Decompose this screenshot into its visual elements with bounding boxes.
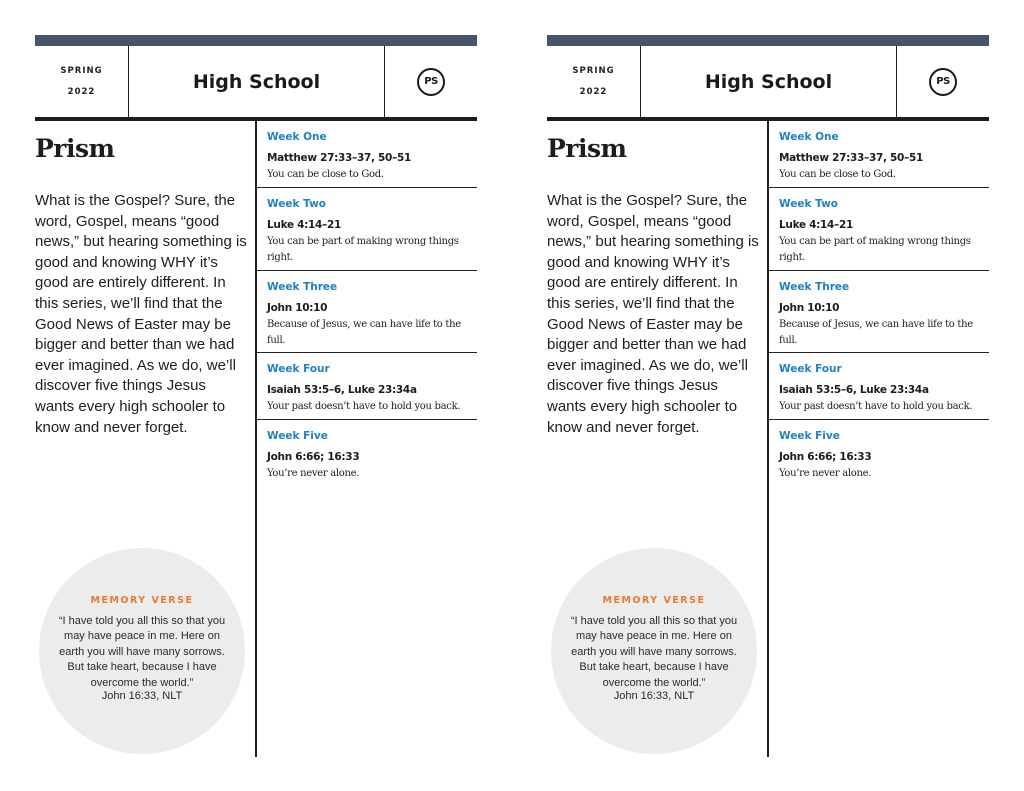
week-item <box>768 420 989 482</box>
program-title: High School <box>641 46 897 117</box>
week-item <box>768 271 989 353</box>
week-label: Week Three <box>267 281 338 293</box>
week-label: Week Two <box>267 198 327 210</box>
week-bottom-line: You’re never alone. <box>267 468 360 479</box>
season-label: SPRING <box>60 65 103 76</box>
series-card-left <box>35 35 477 757</box>
weeks-list <box>256 121 477 482</box>
season-cell <box>547 46 641 117</box>
series-card-right <box>547 35 989 757</box>
week-bottom-line: You can be close to God. <box>267 169 384 180</box>
week-scripture: Matthew 27:33–37, 50–51 <box>779 152 924 164</box>
logo-cell <box>385 46 477 117</box>
memory-verse-reference: John 16:33, NLT <box>613 690 695 702</box>
week-bottom-line: Your past doesn’t have to hold you back. <box>267 401 461 412</box>
week-bottom-line: Because of Jesus, we can have life to the full. <box>267 319 461 346</box>
week-scripture: Luke 4:14–21 <box>779 219 854 231</box>
series-title: Prism <box>35 134 115 163</box>
week-item <box>256 420 477 482</box>
week-scripture: Matthew 27:33–37, 50–51 <box>267 152 412 164</box>
season-cell <box>35 46 129 117</box>
card-header <box>35 46 477 121</box>
week-scripture: Luke 4:14–21 <box>267 219 342 231</box>
week-scripture: John 6:66; 16:33 <box>779 451 872 463</box>
memory-verse-circle <box>39 548 245 754</box>
week-scripture: Isaiah 53:5–6, Luke 23:34a <box>779 384 929 396</box>
week-bottom-line: You can be part of making wrong things right. <box>779 236 971 263</box>
program-title: High School <box>129 46 385 117</box>
ps-logo-icon: PS <box>417 68 445 96</box>
week-bottom-line: Your past doesn’t have to hold you back. <box>779 401 973 412</box>
week-bottom-line: Because of Jesus, we can have life to the full. <box>779 319 973 346</box>
top-accent-bar <box>547 35 989 46</box>
memory-verse-text: “I have told you all this so that you may have peace in me. Here on earth you will have many sorrows. But take heart, because I have overcome the world.” <box>58 615 226 689</box>
memory-verse-text: “I have told you all this so that you may have peace in me. Here on earth you will have many sorrows. But take heart, because I have overcome the world.” <box>570 615 738 689</box>
week-label: Week Two <box>779 198 839 210</box>
series-title: Prism <box>547 134 627 163</box>
week-bottom-line: You can be close to God. <box>779 169 896 180</box>
top-accent-bar <box>35 35 477 46</box>
week-item <box>256 188 477 271</box>
season-label: SPRING <box>572 65 615 76</box>
memory-verse-reference: John 16:33, NLT <box>101 690 183 702</box>
week-scripture: John 10:10 <box>267 302 328 314</box>
week-label: Week Five <box>779 430 840 442</box>
week-bottom-line: You can be part of making wrong things right. <box>267 236 459 263</box>
season-year: 2022 <box>67 86 96 97</box>
memory-verse-label: MEMORY VERSE <box>90 595 194 606</box>
week-item <box>768 353 989 420</box>
week-scripture: Isaiah 53:5–6, Luke 23:34a <box>267 384 417 396</box>
series-description: What is the Gospel? Sure, the word, Gospel, means “good news,” but hearing something is good and knowing WHY it’s good are entirely different. In this series, we’ll find that the Good News of Easter may be bigger and better than we had ever imagined. As we do, we’ll discover five things Jesus wants every high schooler to know and never forget. <box>35 192 247 436</box>
week-label: Week One <box>267 131 327 143</box>
week-label: Week Four <box>267 363 330 375</box>
memory-verse-label: MEMORY VERSE <box>602 595 706 606</box>
week-item <box>256 271 477 353</box>
week-label: Week Four <box>779 363 842 375</box>
week-label: Week Five <box>267 430 328 442</box>
weeks-list <box>768 121 989 482</box>
week-item <box>768 188 989 271</box>
season-year: 2022 <box>579 86 608 97</box>
week-label: Week Three <box>779 281 850 293</box>
week-item <box>768 121 989 188</box>
ps-logo-icon: PS <box>929 68 957 96</box>
week-scripture: John 6:66; 16:33 <box>267 451 360 463</box>
logo-cell <box>897 46 989 117</box>
week-label: Week One <box>779 131 839 143</box>
week-item <box>256 353 477 420</box>
series-description: What is the Gospel? Sure, the word, Gospel, means “good news,” but hearing something is good and knowing WHY it’s good are entirely different. In this series, we’ll find that the Good News of Easter may be bigger and better than we had ever imagined. As we do, we’ll discover five things Jesus wants every high schooler to know and never forget. <box>547 192 759 436</box>
week-item <box>256 121 477 188</box>
week-scripture: John 10:10 <box>779 302 840 314</box>
week-bottom-line: You’re never alone. <box>779 468 872 479</box>
memory-verse-circle <box>551 548 757 754</box>
card-header <box>547 46 989 121</box>
